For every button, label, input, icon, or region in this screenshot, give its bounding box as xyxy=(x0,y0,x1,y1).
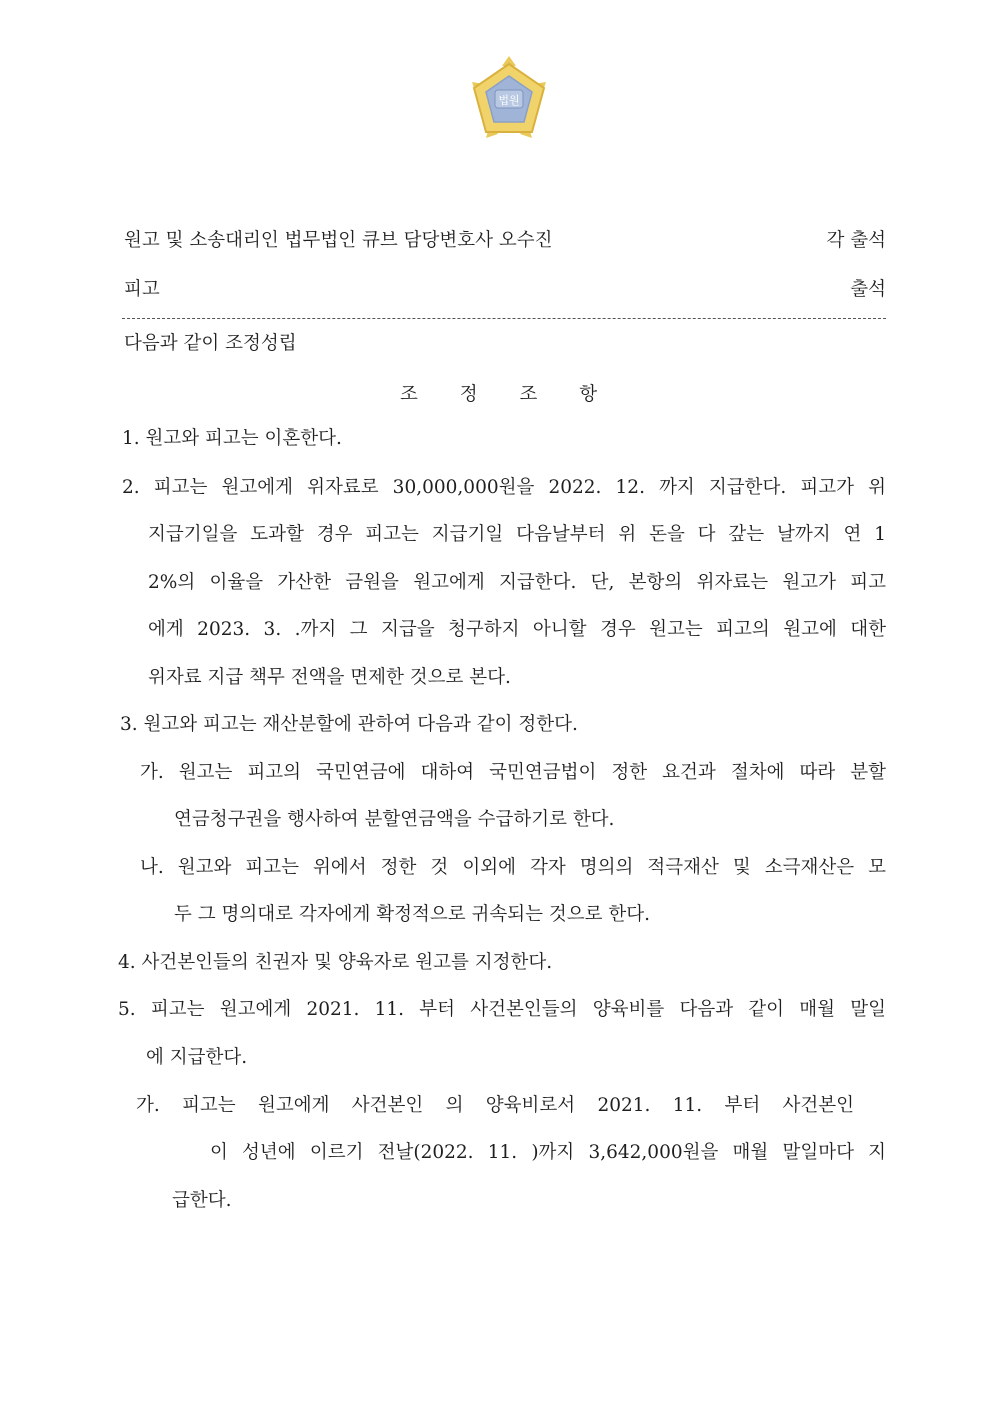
clause-5-ga-line-1: 가. 피고는 원고에게 사건본인 의 양육비로서 2021. 11. 부터 사건본인 xyxy=(136,1095,854,1116)
clause-5-line-1: 5. 피고는 원고에게 2021. 11. 부터 사건본인들의 양육비를 다음과 같이 매월 말일 xyxy=(118,999,886,1020)
attendance-row-plaintiff xyxy=(124,229,886,253)
attendance-status: 출석 xyxy=(850,279,886,300)
clause-5-ga-line-3: 급한다. xyxy=(172,1190,232,1211)
clause-2-line-2: 지급기일을 도과할 경우 피고는 지급기일 다음날부터 위 돈을 다 갚는 날까지 연 1 xyxy=(148,524,886,545)
attendance-party: 원고 및 소송대리인 법무법인 큐브 담당변호사 오수진 xyxy=(124,230,553,251)
clause-3-na-line-2: 두 그 명의대로 각자에게 확정적으로 귀속되는 것으로 한다. xyxy=(174,904,650,925)
clause-3: 3. 원고와 피고는 재산분할에 관하여 다음과 같이 정한다. xyxy=(120,714,578,735)
intro-text: 다음과 같이 조정성립 xyxy=(124,333,297,354)
clause-2-line-3: 2%의 이율을 가산한 금원을 원고에게 지급한다. 단, 본항의 위자료는 원고가 피고 xyxy=(148,572,886,593)
clause-2-line-1: 2. 피고는 원고에게 위자료로 30,000,000원을 2022. 12. 까지 지급한다. 피고가 위 xyxy=(122,477,886,498)
clause-2-line-4: 에게 2023. 3. .까지 그 지급을 청구하지 아니할 경우 원고는 피고의 원고에 대한 xyxy=(148,619,886,640)
clause-1: 1. 원고와 피고는 이혼한다. xyxy=(122,428,342,449)
clause-5-line-2: 에 지급한다. xyxy=(146,1047,248,1068)
attendance-row-defendant xyxy=(124,278,886,302)
clause-4: 4. 사건본인들의 친권자 및 양육자로 원고를 지정한다. xyxy=(118,952,553,973)
court-seal-icon xyxy=(462,54,556,146)
section-heading: 조 정 조 항 xyxy=(400,384,616,405)
attendance-party: 피고 xyxy=(124,279,160,300)
clause-3-na-line-1: 나. 원고와 피고는 위에서 정한 것 이외에 각자 명의의 적극재산 및 소극재산은 모 xyxy=(140,857,886,878)
dashed-divider xyxy=(122,318,886,319)
clause-5-ga-line-2: 이 성년에 이르기 전날(2022. 11. )까지 3,642,000원을 매월 말일마다 지 xyxy=(210,1142,886,1163)
clause-3-ga-line-2: 연금청구권을 행사하여 분할연금액을 수급하기로 한다. xyxy=(174,809,615,830)
seal-label: 법원 xyxy=(498,94,520,107)
clause-2-line-5: 위자료 지급 책무 전액을 면제한 것으로 본다. xyxy=(148,667,511,688)
attendance-status: 각 출석 xyxy=(826,230,886,251)
clause-3-ga-line-1: 가. 원고는 피고의 국민연금에 대하여 국민연금법이 정한 요건과 절차에 따라 분할 xyxy=(140,762,886,783)
